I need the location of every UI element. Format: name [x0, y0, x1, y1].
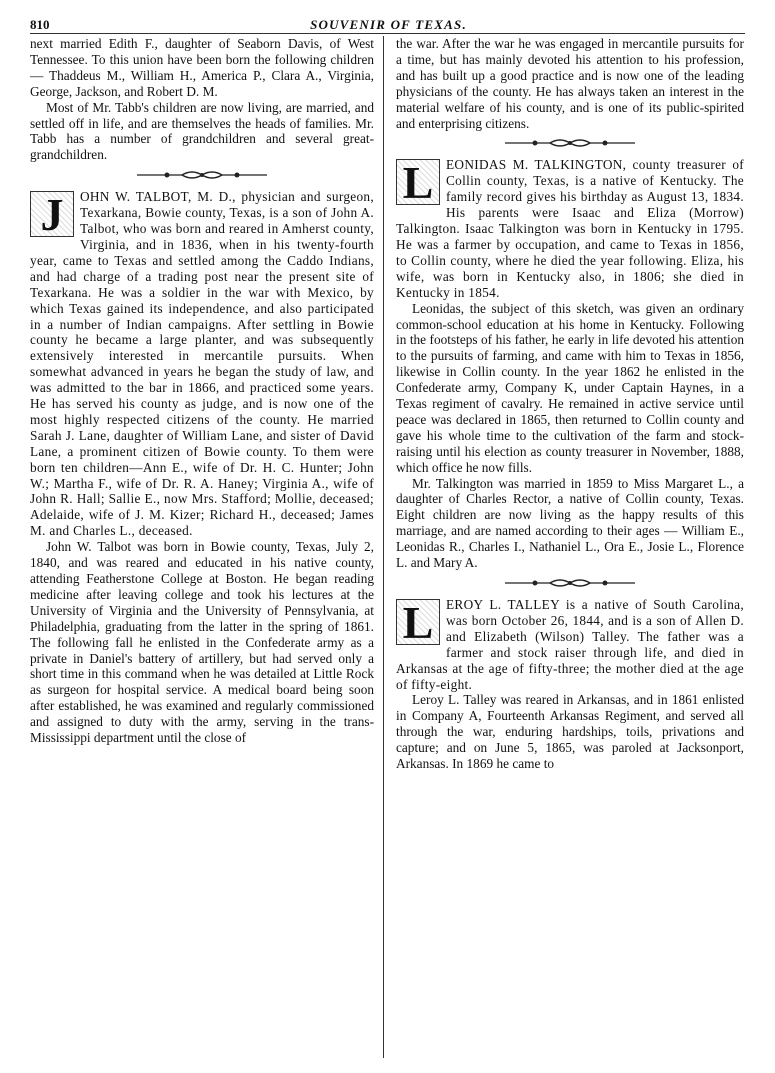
bio-talkington	[396, 157, 744, 300]
left-column	[30, 36, 374, 746]
section-ornament	[396, 577, 744, 589]
drop-cap-initial: J	[30, 191, 74, 237]
running-title: SOUVENIR OF TEXAS.	[310, 17, 467, 32]
drop-cap-initial: L	[396, 159, 440, 205]
drop-cap-initial: L	[396, 599, 440, 645]
bio-talbot	[30, 189, 374, 539]
column-divider	[383, 36, 384, 1058]
paragraph-talkington-career: Leonidas, the subject of this sketch, was given an ordinary common-school education at his home in Kentucky. Following in the footsteps of his father, he early in life devoted his attention to the pursuits of farming, and came with him to Texas in 1856, likewise in Collin county. In the year 1862 he enlisted in the Confederate army, Company K, under Captain Haynes, in a Texas regiment of cavalry. He remained in active service until peace was declared in 1865, then returned to Collin county and gave his whole time to the cultivation of the farm and stock-raising until his election as county treasurer in November, 1888, which office he now fills.	[396, 300, 744, 475]
section-ornament	[396, 137, 744, 149]
paragraph-tabb-family: Most of Mr. Tabb's children are now living, are married, and settled off in life, and are themselves the heads of families. Mr. Tabb has a number of grandchildren and several great-grandchildren.	[30, 99, 374, 163]
running-header	[30, 13, 747, 35]
paragraph-tabb-children: next married Edith F., daughter of Seaborn Davis, of West Tennessee. To this union have been born the following children — Thaddeus M., William H., America P., Clara A., Virginia, George, Jackson, and Robert D. M.	[30, 36, 374, 99]
section-ornament	[30, 169, 374, 181]
right-column	[396, 36, 744, 772]
paragraph-talkington-intro: EONIDAS M. TALKINGTON, county treasurer of Collin county, Texas, is a native of Kentucky. The family record gives his birthday as August 13, 1834. His parents were Isaac and Eliza (Morrow) Talkington. Isaac Talkington was born in Kentucky in 1795. He was a farmer by occupation, and came to Texas in 1856, to Collin county, where he died the year following. Eliza, his wife, was born in Kentucky also, in 1806; she died in Kentucky in 1854.	[396, 157, 744, 300]
paragraph-talbot-career: John W. Talbot was born in Bowie county, Texas, July 2, 1840, and was reared and educated in his native county, attending Featherstone College at Boston. He began reading medicine after leaving college and took his lectures at the University of Virginia and the University of Pennsylvania, at Philadelphia, graduating from the latter in the spring of 1861. The following fall he enlisted in the Confederate army as a private in Daniel's battery of artillery, but had served only a short time in this command when he was detailed at Little Rock as surgeon for hospital service. A medical board being soon after established, he was examined and regularly commissioned and assigned to duty with the army, serving in the trans-Mississippi department until the close of	[30, 539, 374, 746]
paragraph-talkington-family: Mr. Talkington was married in 1859 to Miss Margaret L., a daughter of Charles Rector, a native of Collin county, Texas. Eight children are now living as the happy results of this marriage, and are named according to their ages — William E., Leonidas R., Charles I., Nathaniel L., Ora E., Josie L., Florence L. and Mary A.	[396, 475, 744, 571]
paragraph-talley-intro: EROY L. TALLEY is a native of South Carolina, was born October 26, 1844, and is a son of Allen D. and Elizabeth (Wilson) Talley. The father was a farmer and stock raiser through life, and died in Arkansas at the age of fifty-three; the mother died at the age of fifty-eight.	[396, 597, 744, 692]
bio-talley	[396, 597, 744, 692]
paragraph-talley-career: Leroy L. Talley was reared in Arkansas, and in 1861 enlisted in Company A, Fourteenth Arkansas Regiment, and served all through the war, enduring hardships, toils, privations and capture; and on June 5, 1865, was paroled at Jacksonport, Arkansas. In 1869 he came to	[396, 692, 744, 772]
paragraph-talbot-intro: OHN W. TALBOT, M. D., physician and surgeon, Texarkana, Bowie county, Texas, is a son of John A. Talbot, who was born and reared in Amherst county, Virginia, and in 1836, when in his twenty-fourth year, came to Texas and settled among the Caddo Indians, and had charge of a trading post near the present site of Texarkana. He was a soldier in the war with Mexico, by which Texas gained its independence, and also participated in a number of Indian campaigns. After settling in Bowie county he became a large planter, and was subsequently extensively interested in mercantile pursuits. When somewhat advanced in years he began the study of law, and was admitted to the bar in 1866, and practiced some years. He has served his county as judge, and is now one of the most highly respected citizens of the county. He married Sarah J. Lane, daughter of William Lane, and sister of David Lane, a prominent citizen of Bowie county. To them were born ten children—Ann E., wife of Dr. H. C. Hunter; John W.; Martha F., wife of Dr. R. A. Haney; Virginia A., wife of John R. Hall; Sallie E., now Mrs. Stafford; Mollie, deceased; Adelaide, wife of J. M. Kizer; Richard H., deceased; James M. and Charles L., deceased.	[30, 189, 374, 539]
header-rule	[30, 33, 745, 34]
page-number: 810	[30, 17, 50, 32]
paragraph-talbot-continued: the war. After the war he was engaged in mercantile pursuits for a time, but has mainly devoted his attention to his profession, and has built up a good practice and is now one of the leading physicians of the county. He has always taken an interest in the material welfare of his county, and is one of its public-spirited and enterprising citizens.	[396, 36, 744, 131]
